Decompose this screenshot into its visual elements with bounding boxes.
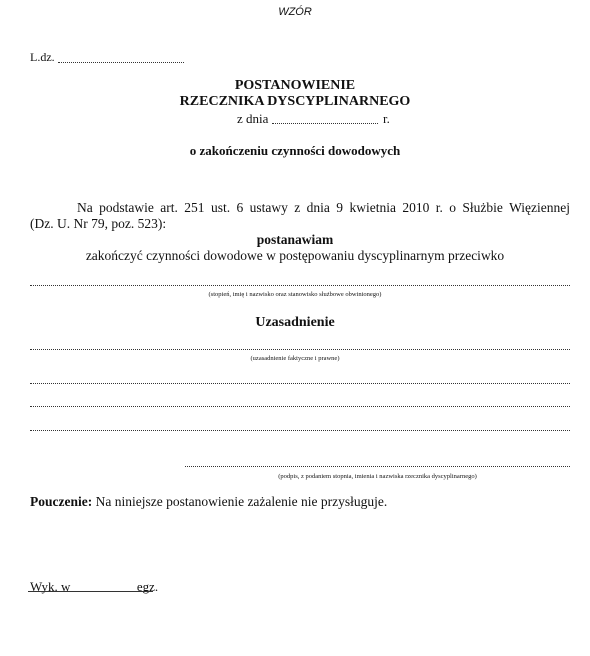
justification-line — [30, 406, 570, 407]
accused-field — [30, 285, 570, 286]
justification-heading: Uzasadnienie — [255, 315, 335, 330]
date-field — [272, 123, 378, 124]
copies-count — [30, 579, 158, 595]
signature-field — [185, 466, 570, 467]
accused-caption: (stopień, imię i nazwisko oraz stanowisko służbowe obwinionego) — [208, 291, 382, 298]
instruction — [30, 494, 387, 510]
justification-line — [30, 349, 570, 350]
signature-caption: (podpis, z podaniem stopnia, imienia i nazwiska rzecznika dyscyplinarnego) — [278, 473, 477, 480]
decision-keyword: postanawiam — [256, 232, 334, 247]
justification-line — [30, 430, 570, 431]
copies-suffix: egz. — [136, 579, 159, 594]
document-issuer: RZECZNIKA DYSCYPLINARNEGO — [179, 94, 411, 109]
copies-prefix: Wyk. w — [30, 579, 71, 594]
decision-text: zakończyć czynności dowodowe w postępowaniu dyscyplinarnym przeciwko — [85, 248, 505, 263]
date-suffix: r. — [383, 111, 390, 126]
document-title: POSTANOWIENIE — [234, 78, 356, 93]
justification-line — [30, 383, 570, 384]
legal-basis-line: Na podstawie art. 251 ust. 6 ustawy z dnia 9 kwietnia 2010 r. o Służbie Więziennej — [77, 200, 570, 215]
instruction-text: Na niniejsze postanowienie zażalenie nie przysługuje. — [92, 494, 388, 509]
legal-basis — [30, 200, 570, 232]
date-prefix: z dnia — [237, 111, 269, 126]
legal-basis-citation: (Dz. U. Nr 79, poz. 523): — [30, 216, 167, 231]
reference-number-field — [58, 62, 184, 63]
instruction-label: Pouczenie: — [30, 494, 93, 509]
copies-underline — [28, 591, 153, 592]
document-subject: o zakończeniu czynności dowodowych — [189, 143, 401, 158]
template-marker: WZÓR — [278, 6, 312, 18]
justification-caption: (uzasadnienie faktyczne i prawne) — [250, 355, 340, 362]
reference-number-label: L.dz. — [30, 50, 55, 64]
